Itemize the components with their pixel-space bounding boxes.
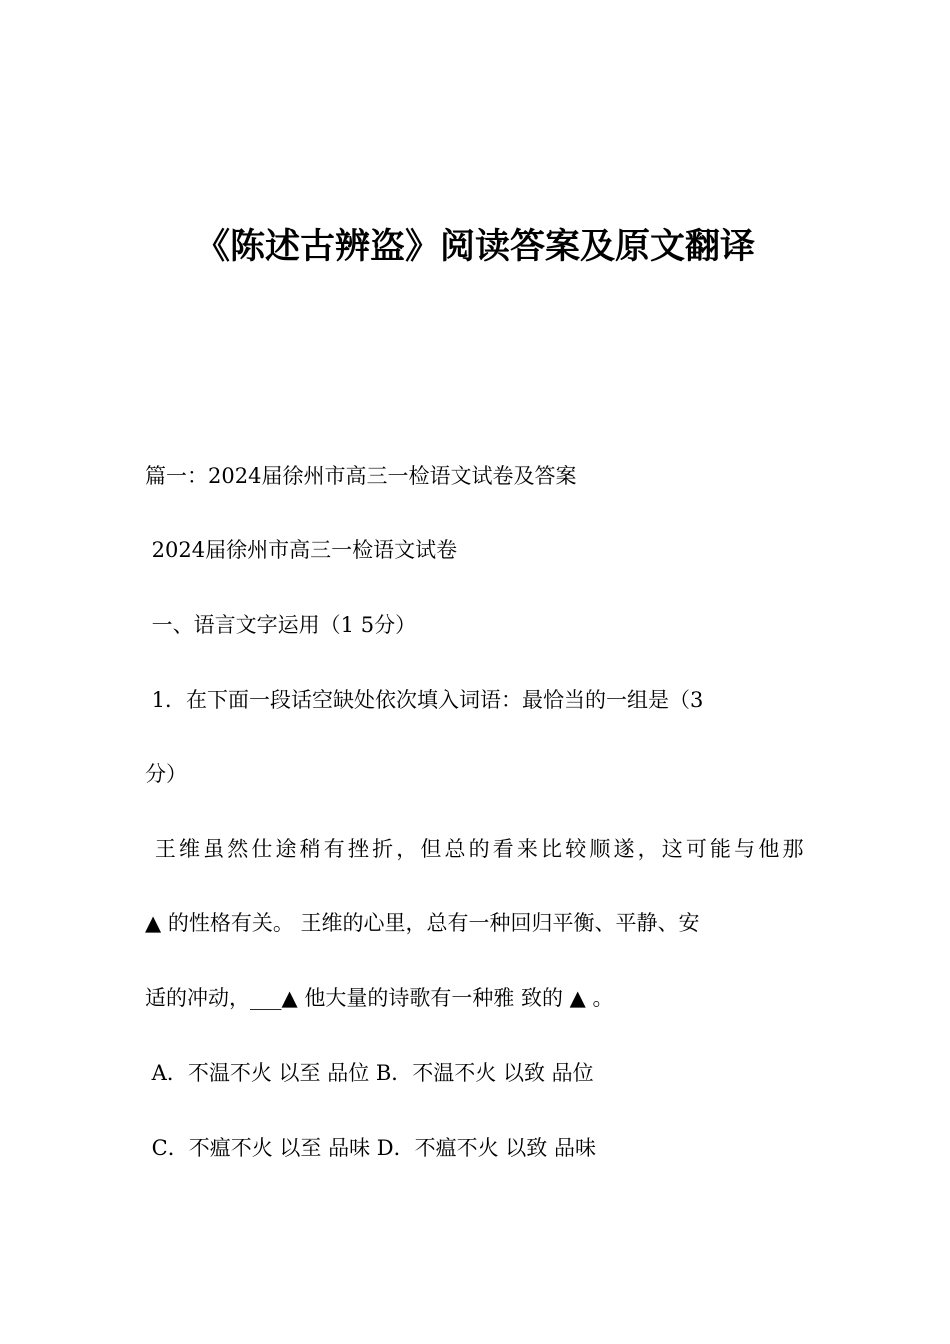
question-1-text: 1．在下面一段话空缺处依次填入词语：最恰当的一组是（3: [145, 688, 704, 712]
option-line-ab: A．不温不火 以至 品位 B．不温不火 以致 品位: [145, 1061, 594, 1085]
passage-line-2: ▲ 的性格有关。 王维的心里，总有一种回归平衡、平静、安: [145, 911, 700, 935]
document-title: 《陈述古辨盗》阅读答案及原文翻译: [194, 227, 755, 267]
section-heading: 篇一：2024届徐州市高三一检语文试卷及答案: [145, 464, 577, 488]
part-heading: 一、语言文字运用（1 5分）: [145, 613, 417, 637]
exam-title: 2024届徐州市高三一检语文试卷: [145, 538, 458, 562]
question-1-text-cont: 分）: [145, 762, 187, 786]
passage-line-3: 适的冲动，___▲ 他大量的诗歌有一种雅 致的 ▲ 。: [145, 986, 614, 1010]
passage-line-1: 王维虽然仕途稍有挫折，但总的看来比较顺遂，这可能与他那: [145, 837, 807, 861]
option-line-cd: C．不瘟不火 以至 品味 D．不瘟不火 以致 品味: [145, 1136, 596, 1160]
